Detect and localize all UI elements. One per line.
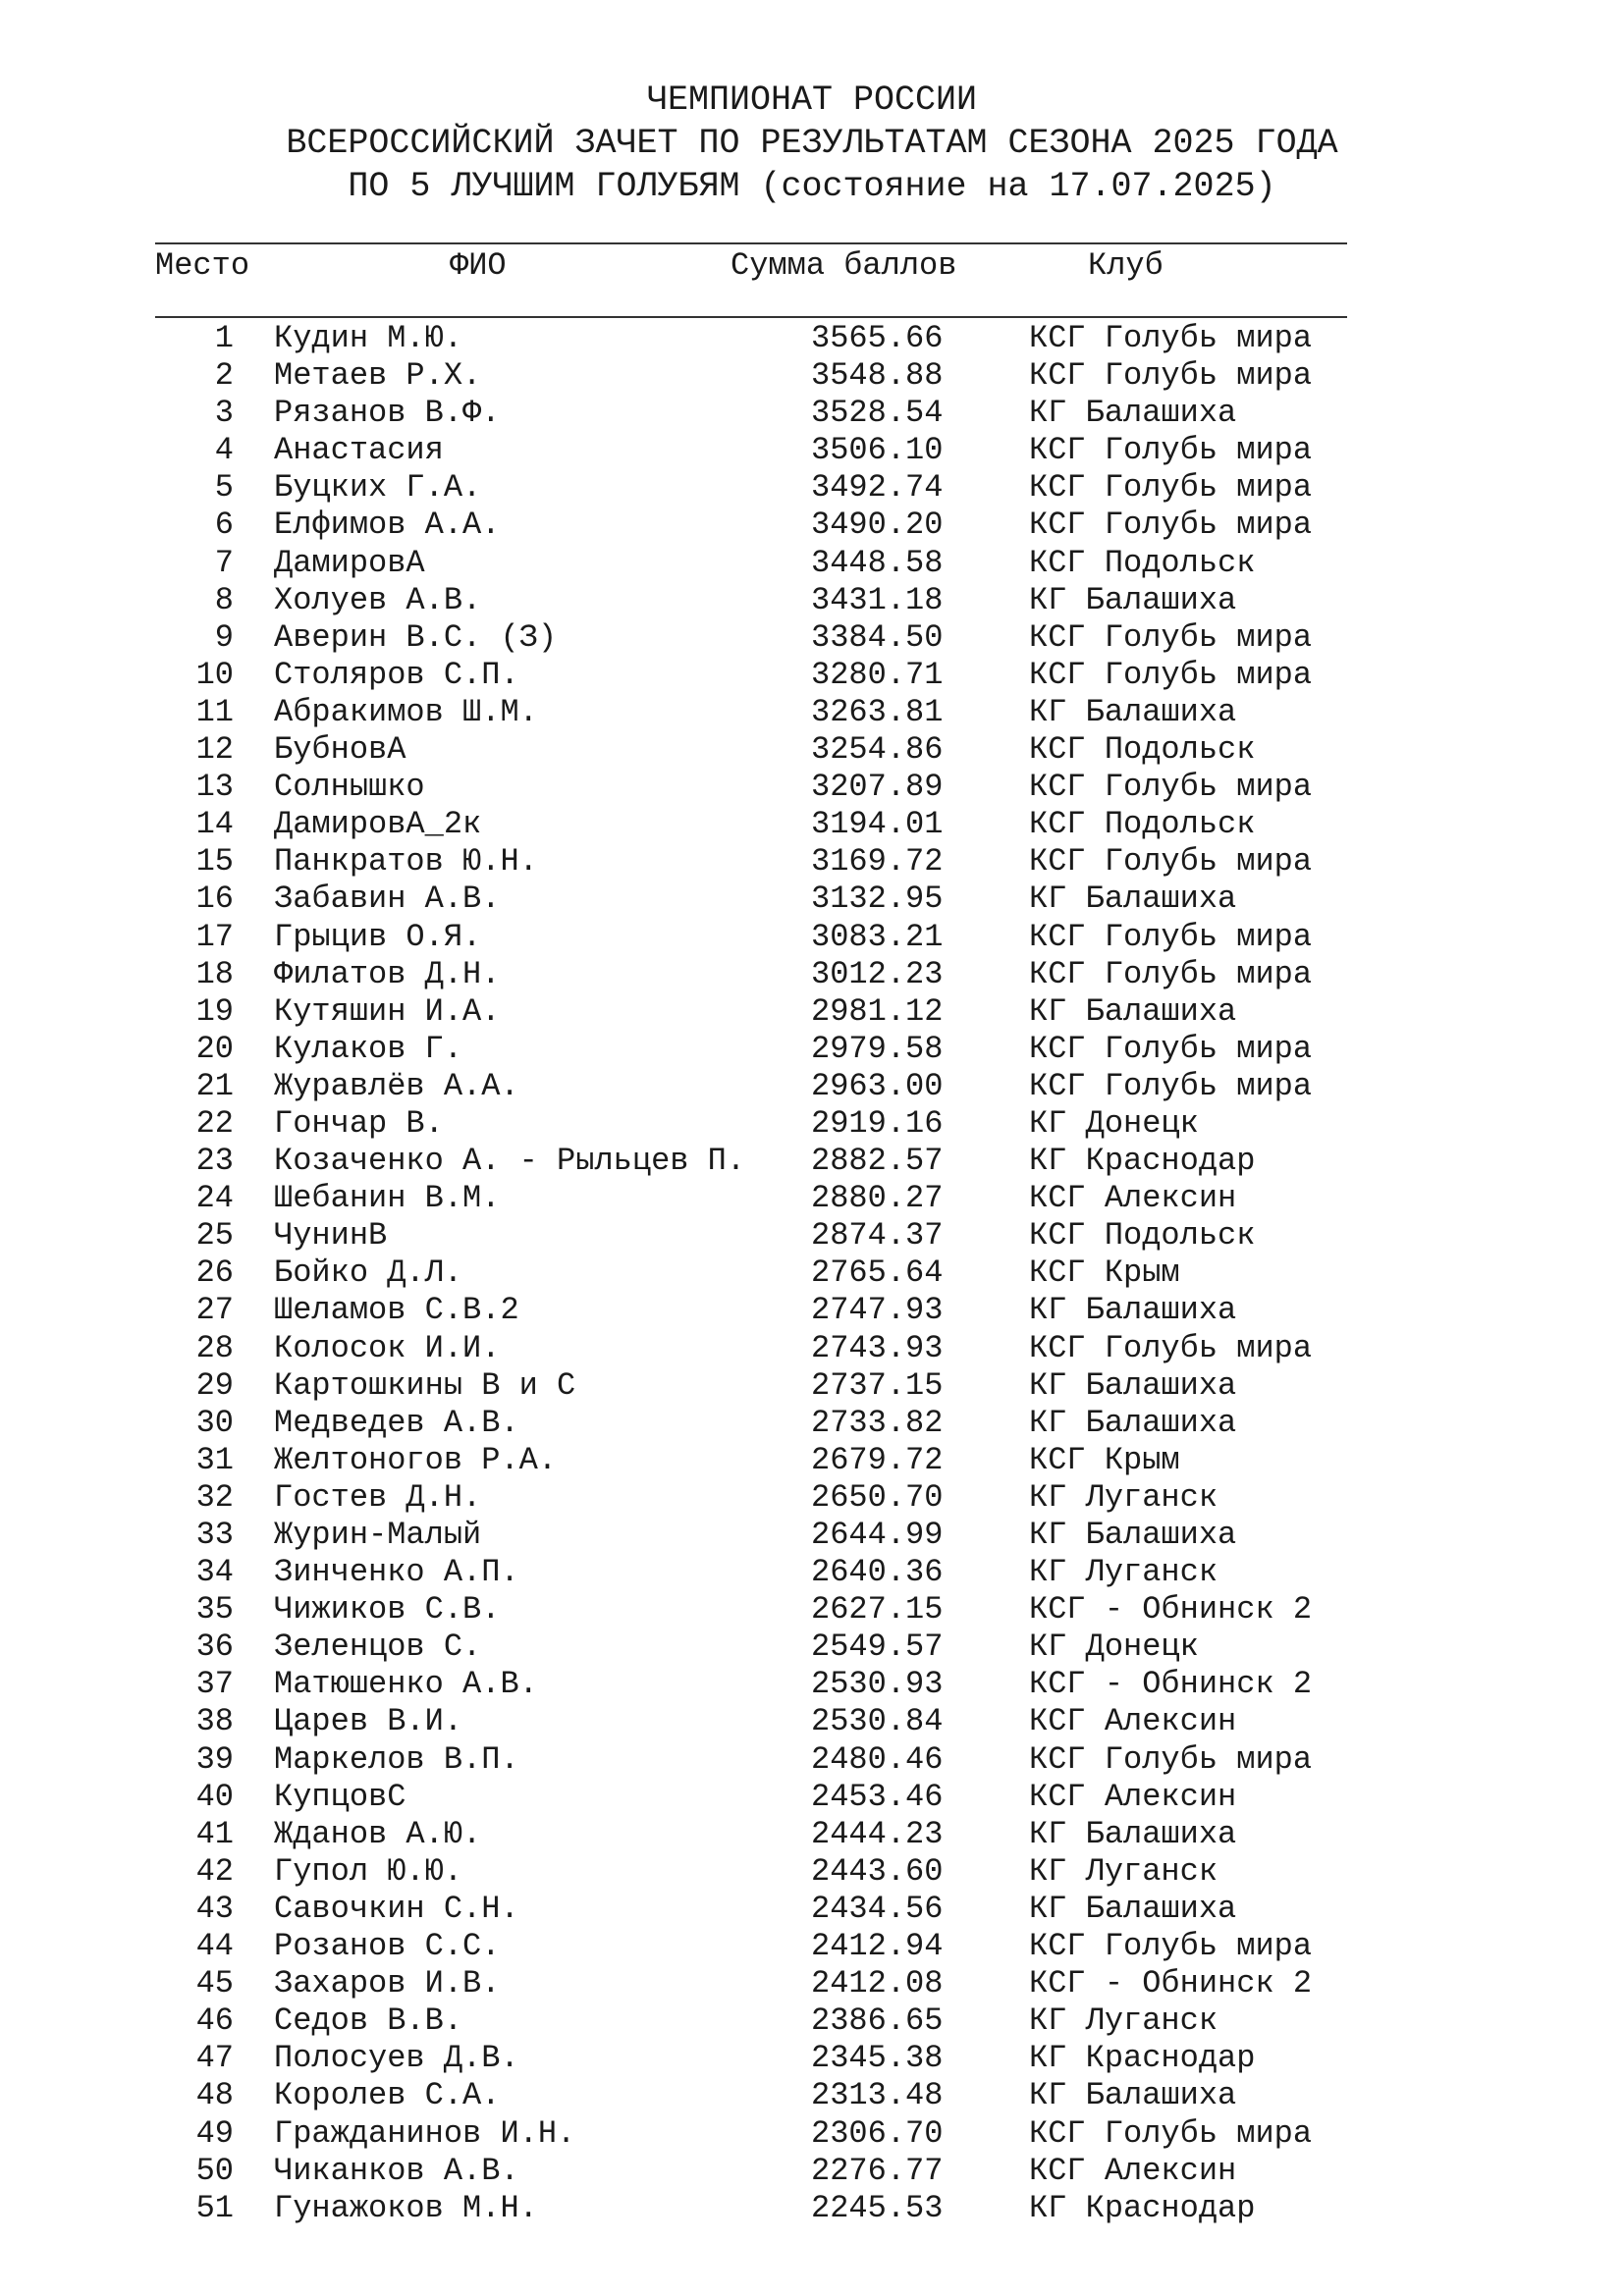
row-club: КСГ Голубь мира xyxy=(1029,1329,1313,1366)
table-row xyxy=(0,1255,1624,1292)
row-name: Колосок И.И. xyxy=(274,1329,501,1366)
table-row xyxy=(0,993,1624,1031)
table-row xyxy=(0,1517,1624,1554)
row-club: КГ Краснодар xyxy=(1029,1143,1256,1180)
row-score: 2733.82 xyxy=(811,1404,944,1441)
row-score: 3169.72 xyxy=(811,843,944,881)
row-place: 22 xyxy=(195,1104,234,1142)
row-name: Шебанин В.М. xyxy=(274,1180,501,1217)
row-place: 46 xyxy=(195,2002,234,2040)
row-name: Филатов Д.Н. xyxy=(274,955,501,992)
row-club: КСГ Алексин xyxy=(1029,1703,1237,1740)
row-club: КСГ Алексин xyxy=(1029,1180,1237,1217)
row-score: 2386.65 xyxy=(811,2002,944,2040)
row-name: Аверин В.С. (З) xyxy=(274,618,558,656)
row-club: КГ Луганск xyxy=(1029,2002,1218,2040)
row-place: 12 xyxy=(195,731,234,769)
row-score: 2530.84 xyxy=(811,1703,944,1740)
row-name: Кудин М.Ю. xyxy=(274,320,463,356)
table-row xyxy=(0,1105,1624,1143)
row-club: КСГ Голубь мира xyxy=(1029,1067,1313,1104)
row-name: Буцких Г.А. xyxy=(274,469,482,507)
row-club: КГ Балашиха xyxy=(1029,1815,1237,1852)
row-name: Зеленцов С. xyxy=(274,1629,482,1666)
table-row xyxy=(0,1928,1624,1965)
row-score: 2644.99 xyxy=(811,1517,944,1553)
row-score: 3012.23 xyxy=(811,955,944,992)
row-name: Абракимов Ш.М. xyxy=(274,693,538,730)
row-name: Королев С.А. xyxy=(274,2077,501,2114)
row-score: 3448.58 xyxy=(811,544,944,581)
row-club: КГ Балашиха xyxy=(1029,992,1237,1030)
row-score: 2313.48 xyxy=(811,2077,944,2114)
row-club: КСГ Голубь мира xyxy=(1029,432,1313,469)
row-score: 3263.81 xyxy=(811,693,944,730)
row-club: КСГ Голубь мира xyxy=(1029,1030,1313,1067)
row-club: КСГ Голубь мира xyxy=(1029,1740,1313,1778)
table-row xyxy=(0,769,1624,806)
row-club: КСГ Голубь мира xyxy=(1029,469,1313,507)
row-name: ДамировА xyxy=(274,544,425,581)
row-club: КСГ Голубь мира xyxy=(1029,357,1313,395)
row-place: 23 xyxy=(195,1143,234,1180)
row-score: 2434.56 xyxy=(811,1890,944,1927)
row-place: 3 xyxy=(214,395,234,432)
row-place: 7 xyxy=(214,544,234,581)
row-club: КСГ Голубь мира xyxy=(1029,507,1313,544)
row-club: КСГ Подольск xyxy=(1029,806,1256,843)
row-name: Розанов С.С. xyxy=(274,1928,501,1965)
row-score: 2443.60 xyxy=(811,1852,944,1890)
table-row xyxy=(0,694,1624,731)
row-place: 19 xyxy=(195,992,234,1030)
row-score: 3384.50 xyxy=(811,618,944,656)
row-club: КСГ - Обнинск 2 xyxy=(1029,1591,1313,1629)
row-name: Седов В.В. xyxy=(274,2002,463,2040)
row-name: Козаченко А. - Рыльцев П. xyxy=(274,1143,746,1180)
results-table-body xyxy=(0,320,1624,2227)
row-place: 45 xyxy=(195,1965,234,2002)
row-name: Медведев А.В. xyxy=(274,1404,519,1441)
row-place: 47 xyxy=(195,2040,234,2077)
table-row xyxy=(0,1217,1624,1255)
row-name: Царев В.И. xyxy=(274,1703,463,1740)
table-row xyxy=(0,395,1624,432)
title-line-2: ВСЕРОССИЙСКИЙ ЗАЧЕТ ПО РЕЗУЛЬТАТАМ СЕЗОНА 2025 ГОДА xyxy=(286,124,1338,163)
row-club: КСГ Голубь мира xyxy=(1029,320,1313,356)
header-score: Сумма баллов xyxy=(731,247,957,284)
row-name: Метаев Р.Х. xyxy=(274,357,482,395)
row-club: КСГ Голубь мира xyxy=(1029,769,1313,806)
row-place: 17 xyxy=(195,918,234,955)
table-row xyxy=(0,956,1624,993)
row-place: 29 xyxy=(195,1366,234,1404)
row-club: КСГ - Обнинск 2 xyxy=(1029,1965,1313,2002)
row-name: Рязанов В.Ф. xyxy=(274,395,501,432)
row-club: КГ Луганск xyxy=(1029,1554,1218,1591)
row-name: Полосуев Д.В. xyxy=(274,2040,519,2077)
row-club: КСГ Подольск xyxy=(1029,544,1256,581)
row-place: 21 xyxy=(195,1067,234,1104)
row-name: Панкратов Ю.Н. xyxy=(274,843,538,881)
row-score: 2444.23 xyxy=(811,1815,944,1852)
row-club: КСГ Крым xyxy=(1029,1255,1180,1292)
table-row xyxy=(0,1629,1624,1666)
header-place: Место xyxy=(155,247,250,284)
header-bottom-rule xyxy=(155,316,1347,318)
row-club: КСГ Алексин xyxy=(1029,2152,1237,2189)
row-name: Столяров С.П. xyxy=(274,656,519,693)
table-row xyxy=(0,2077,1624,2114)
table-row xyxy=(0,1554,1624,1591)
row-club: КГ Донецк xyxy=(1029,1629,1199,1666)
row-place: 16 xyxy=(195,881,234,918)
row-score: 2627.15 xyxy=(811,1591,944,1629)
row-name: Чижиков С.В. xyxy=(274,1591,501,1629)
row-club: КГ Балашиха xyxy=(1029,1890,1237,1927)
row-club: КГ Балашиха xyxy=(1029,1292,1237,1329)
row-score: 2245.53 xyxy=(811,2189,944,2226)
row-name: Матюшенко А.В. xyxy=(274,1666,538,1703)
table-row xyxy=(0,1816,1624,1853)
row-name: Журин-Малый xyxy=(274,1517,482,1553)
row-place: 24 xyxy=(195,1180,234,1217)
table-row xyxy=(0,357,1624,395)
row-name: Кутяшин И.А. xyxy=(274,992,501,1030)
row-place: 34 xyxy=(195,1554,234,1591)
row-score: 3280.71 xyxy=(811,656,944,693)
table-row xyxy=(0,2115,1624,2153)
row-place: 36 xyxy=(195,1629,234,1666)
row-name: Солнышко xyxy=(274,769,425,806)
row-name: БубновА xyxy=(274,731,406,769)
row-score: 3492.74 xyxy=(811,469,944,507)
row-score: 2743.93 xyxy=(811,1329,944,1366)
row-club: КГ Балашиха xyxy=(1029,693,1237,730)
row-score: 2650.70 xyxy=(811,1478,944,1516)
table-row xyxy=(0,545,1624,582)
table-row xyxy=(0,1779,1624,1816)
row-name: Захаров И.В. xyxy=(274,1965,501,2002)
table-row xyxy=(0,1143,1624,1180)
row-place: 44 xyxy=(195,1928,234,1965)
row-score: 3528.54 xyxy=(811,395,944,432)
row-name: Жданов А.Ю. xyxy=(274,1815,482,1852)
row-club: КСГ Голубь мира xyxy=(1029,1928,1313,1965)
row-score: 3431.18 xyxy=(811,581,944,618)
row-name: Елфимов А.А. xyxy=(274,507,501,544)
row-place: 51 xyxy=(195,2189,234,2226)
row-score: 2453.46 xyxy=(811,1778,944,1815)
row-place: 43 xyxy=(195,1890,234,1927)
row-score: 2306.70 xyxy=(811,2114,944,2152)
row-club: КСГ Алексин xyxy=(1029,1778,1237,1815)
table-row xyxy=(0,1180,1624,1217)
row-name: ДамировА_2к xyxy=(274,806,482,843)
row-club: КГ Краснодар xyxy=(1029,2040,1256,2077)
header-club: Клуб xyxy=(1088,247,1164,284)
row-place: 25 xyxy=(195,1217,234,1255)
row-name: Гунажоков М.Н. xyxy=(274,2189,538,2226)
row-name: КупцовС xyxy=(274,1778,406,1815)
table-row xyxy=(0,1741,1624,1779)
row-score: 3548.88 xyxy=(811,357,944,395)
row-place: 41 xyxy=(195,1815,234,1852)
table-row xyxy=(0,320,1624,357)
row-score: 2549.57 xyxy=(811,1629,944,1666)
row-score: 2979.58 xyxy=(811,1030,944,1067)
row-place: 13 xyxy=(195,769,234,806)
row-name: Гостев Д.Н. xyxy=(274,1478,482,1516)
row-score: 2874.37 xyxy=(811,1217,944,1255)
row-place: 15 xyxy=(195,843,234,881)
row-score: 3207.89 xyxy=(811,769,944,806)
row-name: Кулаков Г. xyxy=(274,1030,463,1067)
row-name: Маркелов В.П. xyxy=(274,1740,519,1778)
row-name: Картошкины В и С xyxy=(274,1366,576,1404)
table-row xyxy=(0,1031,1624,1068)
row-club: КГ Краснодар xyxy=(1029,2189,1256,2226)
row-name: Гончар В. xyxy=(274,1104,444,1142)
row-club: КГ Балашиха xyxy=(1029,1517,1237,1553)
table-row xyxy=(0,843,1624,881)
row-name: Грыцив О.Я. xyxy=(274,918,482,955)
row-name: Желтоногов Р.А. xyxy=(274,1441,558,1478)
row-score: 2882.57 xyxy=(811,1143,944,1180)
row-place: 14 xyxy=(195,806,234,843)
row-club: КСГ Голубь мира xyxy=(1029,955,1313,992)
row-name: Журавлёв А.А. xyxy=(274,1067,519,1104)
row-place: 6 xyxy=(214,507,234,544)
table-row xyxy=(0,1965,1624,2002)
row-place: 48 xyxy=(195,2077,234,2114)
row-club: КСГ Подольск xyxy=(1029,731,1256,769)
row-club: КСГ Голубь мира xyxy=(1029,2114,1313,2152)
table-row xyxy=(0,1853,1624,1891)
row-score: 3565.66 xyxy=(811,320,944,356)
table-row xyxy=(0,1703,1624,1740)
table-row xyxy=(0,1479,1624,1517)
row-club: КГ Луганск xyxy=(1029,1852,1218,1890)
table-row xyxy=(0,2002,1624,2040)
row-score: 3506.10 xyxy=(811,432,944,469)
row-name: Гражданинов И.Н. xyxy=(274,2114,576,2152)
table-row xyxy=(0,507,1624,544)
row-score: 2880.27 xyxy=(811,1180,944,1217)
row-place: 10 xyxy=(195,656,234,693)
row-place: 32 xyxy=(195,1478,234,1516)
row-score: 2530.93 xyxy=(811,1666,944,1703)
table-row xyxy=(0,1666,1624,1703)
row-name: Анастасия xyxy=(274,432,444,469)
row-score: 2765.64 xyxy=(811,1255,944,1292)
row-place: 8 xyxy=(214,581,234,618)
table-row xyxy=(0,1292,1624,1329)
row-score: 2679.72 xyxy=(811,1441,944,1478)
table-row xyxy=(0,657,1624,694)
row-score: 3194.01 xyxy=(811,806,944,843)
table-row xyxy=(0,1891,1624,1928)
table-row xyxy=(0,2190,1624,2227)
row-club: КГ Балашиха xyxy=(1029,1404,1237,1441)
row-place: 20 xyxy=(195,1030,234,1067)
row-place: 37 xyxy=(195,1666,234,1703)
title-line-1: ЧЕМПИОНАТ РОССИИ xyxy=(646,80,978,120)
row-score: 2963.00 xyxy=(811,1067,944,1104)
row-score: 2737.15 xyxy=(811,1366,944,1404)
table-row xyxy=(0,2040,1624,2077)
row-club: КСГ Голубь мира xyxy=(1029,656,1313,693)
row-score: 2412.94 xyxy=(811,1928,944,1965)
row-name: Зинченко А.П. xyxy=(274,1554,519,1591)
row-club: КГ Донецк xyxy=(1029,1104,1199,1142)
row-place: 4 xyxy=(214,432,234,469)
row-place: 31 xyxy=(195,1441,234,1478)
header-name: ФИО xyxy=(450,247,507,284)
row-score: 2747.93 xyxy=(811,1292,944,1329)
table-row xyxy=(0,1367,1624,1405)
table-row xyxy=(0,1591,1624,1629)
row-club: КГ Луганск xyxy=(1029,1478,1218,1516)
row-place: 35 xyxy=(195,1591,234,1629)
row-place: 9 xyxy=(214,618,234,656)
row-score: 2640.36 xyxy=(811,1554,944,1591)
table-row xyxy=(0,806,1624,843)
row-club: КСГ Голубь мира xyxy=(1029,918,1313,955)
row-club: КГ Балашиха xyxy=(1029,581,1237,618)
row-place: 11 xyxy=(195,693,234,730)
row-club: КСГ - Обнинск 2 xyxy=(1029,1666,1313,1703)
table-row xyxy=(0,582,1624,619)
row-score: 3254.86 xyxy=(811,731,944,769)
row-club: КГ Балашиха xyxy=(1029,2077,1237,2114)
row-place: 50 xyxy=(195,2152,234,2189)
row-place: 2 xyxy=(214,357,234,395)
row-place: 42 xyxy=(195,1852,234,1890)
row-place: 33 xyxy=(195,1517,234,1553)
row-name: Гупол Ю.Ю. xyxy=(274,1852,463,1890)
row-club: КГ Балашиха xyxy=(1029,881,1237,918)
table-row xyxy=(0,619,1624,657)
row-club: КСГ Подольск xyxy=(1029,1217,1256,1255)
row-name: Чиканков А.В. xyxy=(274,2152,519,2189)
row-name: ЧунинВ xyxy=(274,1217,388,1255)
row-score: 2981.12 xyxy=(811,992,944,1030)
row-place: 40 xyxy=(195,1778,234,1815)
row-place: 26 xyxy=(195,1255,234,1292)
table-row xyxy=(0,2153,1624,2190)
row-club: КСГ Голубь мира xyxy=(1029,618,1313,656)
row-score: 3083.21 xyxy=(811,918,944,955)
row-place: 18 xyxy=(195,955,234,992)
row-place: 27 xyxy=(195,1292,234,1329)
row-name: Забавин А.В. xyxy=(274,881,501,918)
row-score: 2345.38 xyxy=(811,2040,944,2077)
table-row xyxy=(0,432,1624,469)
table-row xyxy=(0,731,1624,769)
row-club: КСГ Крым xyxy=(1029,1441,1180,1478)
row-name: Холуев А.В. xyxy=(274,581,482,618)
row-place: 30 xyxy=(195,1404,234,1441)
row-place: 1 xyxy=(214,320,234,356)
row-club: КГ Балашиха xyxy=(1029,1366,1237,1404)
row-score: 2412.08 xyxy=(811,1965,944,2002)
table-row xyxy=(0,469,1624,507)
title-line-3: ПО 5 ЛУЧШИМ ГОЛУБЯМ (состояние на 17.07.2025) xyxy=(348,167,1276,206)
row-club: КГ Балашиха xyxy=(1029,395,1237,432)
row-score: 2480.46 xyxy=(811,1740,944,1778)
row-place: 5 xyxy=(214,469,234,507)
header-top-rule xyxy=(155,242,1347,244)
row-score: 2276.77 xyxy=(811,2152,944,2189)
row-place: 49 xyxy=(195,2114,234,2152)
row-score: 3132.95 xyxy=(811,881,944,918)
row-place: 28 xyxy=(195,1329,234,1366)
row-place: 39 xyxy=(195,1740,234,1778)
table-row xyxy=(0,1442,1624,1479)
table-row xyxy=(0,1068,1624,1105)
row-name: Бойко Д.Л. xyxy=(274,1255,463,1292)
table-row xyxy=(0,881,1624,918)
row-club: КСГ Голубь мира xyxy=(1029,843,1313,881)
row-name: Савочкин С.Н. xyxy=(274,1890,519,1927)
row-score: 3490.20 xyxy=(811,507,944,544)
table-row xyxy=(0,919,1624,956)
row-place: 38 xyxy=(195,1703,234,1740)
table-row xyxy=(0,1330,1624,1367)
row-score: 2919.16 xyxy=(811,1104,944,1142)
row-name: Шеламов С.В.2 xyxy=(274,1292,519,1329)
table-row xyxy=(0,1405,1624,1442)
